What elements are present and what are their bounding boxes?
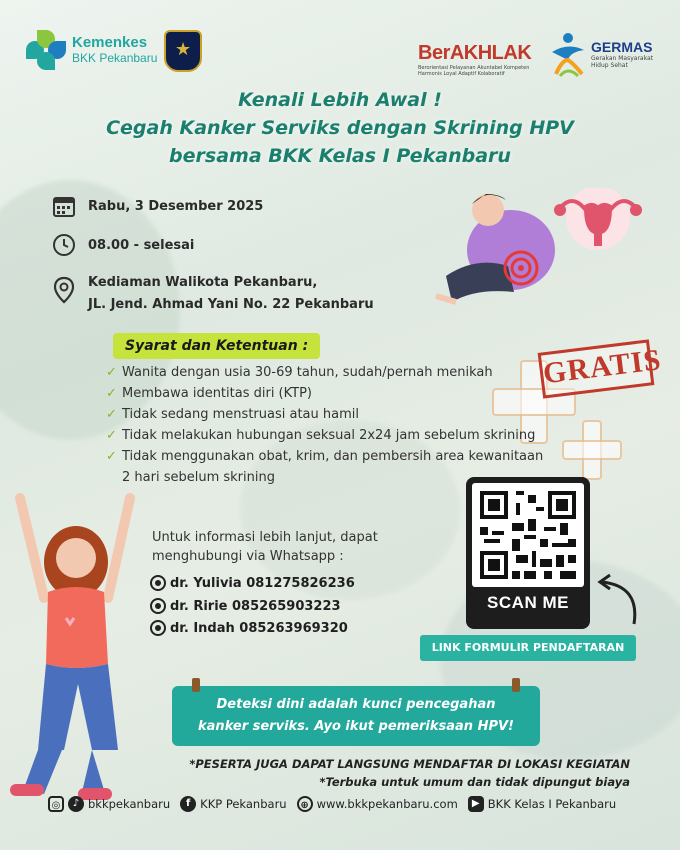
headline-line: Kenali Lebih Awal ! [238, 89, 442, 111]
qr-code-card[interactable] [466, 477, 590, 629]
headline-line: Cegah Kanker Serviks dengan Skrining HPV [106, 117, 574, 139]
check-icon: ✓ [106, 428, 117, 443]
note-free: *Terbuka untuk umum dan tidak dipungut biaya [319, 775, 630, 789]
list-item [106, 404, 606, 425]
banner-peg [192, 678, 200, 692]
check-icon: ✓ [106, 386, 117, 401]
terms-item-continuation: 2 hari sebelum skrining [122, 470, 275, 485]
footer-facebook-name: KKP Pekanbaru [200, 797, 287, 811]
berakhlak-logo [418, 42, 548, 77]
clock-icon [52, 233, 76, 257]
event-time-row [52, 233, 194, 257]
check-icon: ✓ [106, 449, 117, 464]
facebook-icon: f [180, 796, 196, 812]
quarantine-emblem-icon [164, 30, 202, 72]
footer-social-handle: bkkpekanbaru [88, 797, 171, 811]
footer-youtube-name: BKK Kelas I Pekanbaru [487, 797, 617, 811]
terms-item: Tidak menggunakan obat, krim, dan pembersih area kewanitaan [122, 449, 544, 464]
terms-item: Tidak melakukan hubungan seksual 2x24 jam sebelum skrining [122, 428, 536, 443]
banner-line: Deteksi dini adalah kunci pencegahan [216, 697, 496, 712]
tiktok-icon: ♪ [68, 796, 84, 812]
curved-arrow-icon [596, 572, 646, 632]
berakhlak-title: BerAKHLAK [418, 42, 532, 64]
whatsapp-icon [150, 598, 166, 614]
footer-website-url: www.bkkpekanbaru.com [316, 797, 458, 811]
scan-me-label: SCAN ME [487, 593, 569, 612]
germas-figure-icon [548, 30, 588, 78]
list-item [106, 362, 606, 383]
whatsapp-icon [150, 575, 166, 591]
calendar-icon [52, 194, 76, 218]
whatsapp-icon [150, 620, 166, 636]
footer-facebook[interactable] [180, 796, 286, 812]
qr-code[interactable] [472, 483, 584, 587]
headline-line: bersama BKK Kelas I Pekanbaru [169, 145, 511, 167]
banner-line: kanker serviks. Ayo ikut pemeriksaan HPV! [198, 719, 514, 734]
contact-item[interactable] [150, 598, 341, 614]
location-pin-icon [52, 276, 76, 300]
list-item [106, 425, 606, 446]
event-date: Rabu, 3 Desember 2025 [88, 198, 264, 214]
event-location-row [52, 272, 374, 316]
woman-pain-illustration [416, 186, 566, 316]
registration-link-button[interactable]: LINK FORMULIR PENDAFTARAN [420, 635, 636, 661]
check-icon: ✓ [106, 365, 117, 380]
kemenkes-logo [26, 30, 157, 70]
cheering-woman-illustration [0, 488, 175, 828]
terms-item: Membawa identitas diri (KTP) [122, 386, 312, 401]
germas-sub: Gerakan Masyarakat [591, 55, 653, 62]
kemenkes-mark-icon [26, 30, 66, 70]
youtube-icon: ▶ [468, 796, 484, 812]
footer-website[interactable] [297, 796, 458, 812]
instagram-icon: ◎ [48, 796, 64, 812]
footer-social[interactable] [48, 796, 170, 812]
terms-item: Tidak sedang menstruasi atau hamil [122, 407, 359, 422]
list-item [106, 446, 606, 467]
contact-text: dr. Yulivia 081275826236 [170, 575, 355, 591]
gratis-stamp: GRATIS [538, 339, 655, 398]
info-banner [172, 686, 540, 746]
germas-logo [548, 30, 663, 78]
list-item [106, 383, 606, 404]
contact-item[interactable] [150, 575, 355, 591]
note-walk-in: *PESERTA JUGA DAPAT LANGSUNG MENDAFTAR DI LOKASI KEGIATAN [189, 757, 630, 771]
terms-list [106, 362, 606, 488]
globe-icon: ⊕ [297, 796, 313, 812]
contact-text: dr. Indah 085263969320 [170, 620, 348, 636]
germas-sub: Hidup Sehat [591, 62, 628, 69]
kemenkes-title: Kemenkes [72, 34, 148, 51]
terms-title: Syarat dan Ketentuan : [113, 333, 320, 359]
event-location-line: Kediaman Walikota Pekanbaru, [88, 275, 318, 290]
uterus-icon [548, 188, 648, 258]
event-time: 08.00 - selesai [88, 237, 195, 253]
contact-item[interactable] [150, 620, 348, 636]
event-date-row [52, 194, 263, 218]
check-icon: ✓ [106, 407, 117, 422]
event-location-line: JL. Jend. Ahmad Yani No. 22 Pekanbaru [88, 297, 374, 312]
footer-youtube[interactable] [468, 796, 616, 812]
contact-text: dr. Ririe 085265903223 [170, 598, 341, 614]
banner-peg [512, 678, 520, 692]
terms-item: Wanita dengan usia 30-69 tahun, sudah/pernah menikah [122, 365, 493, 380]
contact-intro: Untuk informasi lebih lanjut, dapat menghubungi via Whatsapp : [152, 530, 378, 564]
kemenkes-subtitle: BKK Pekanbaru [72, 51, 158, 65]
berakhlak-sub: Berorientasi Pelayanan Akuntabel Kompeten [418, 65, 530, 71]
headline [70, 86, 610, 170]
berakhlak-sub: Harmonis Loyal Adaptif Kolaboratif [418, 71, 505, 77]
germas-title: GERMAS [591, 39, 653, 55]
footer [48, 796, 648, 812]
